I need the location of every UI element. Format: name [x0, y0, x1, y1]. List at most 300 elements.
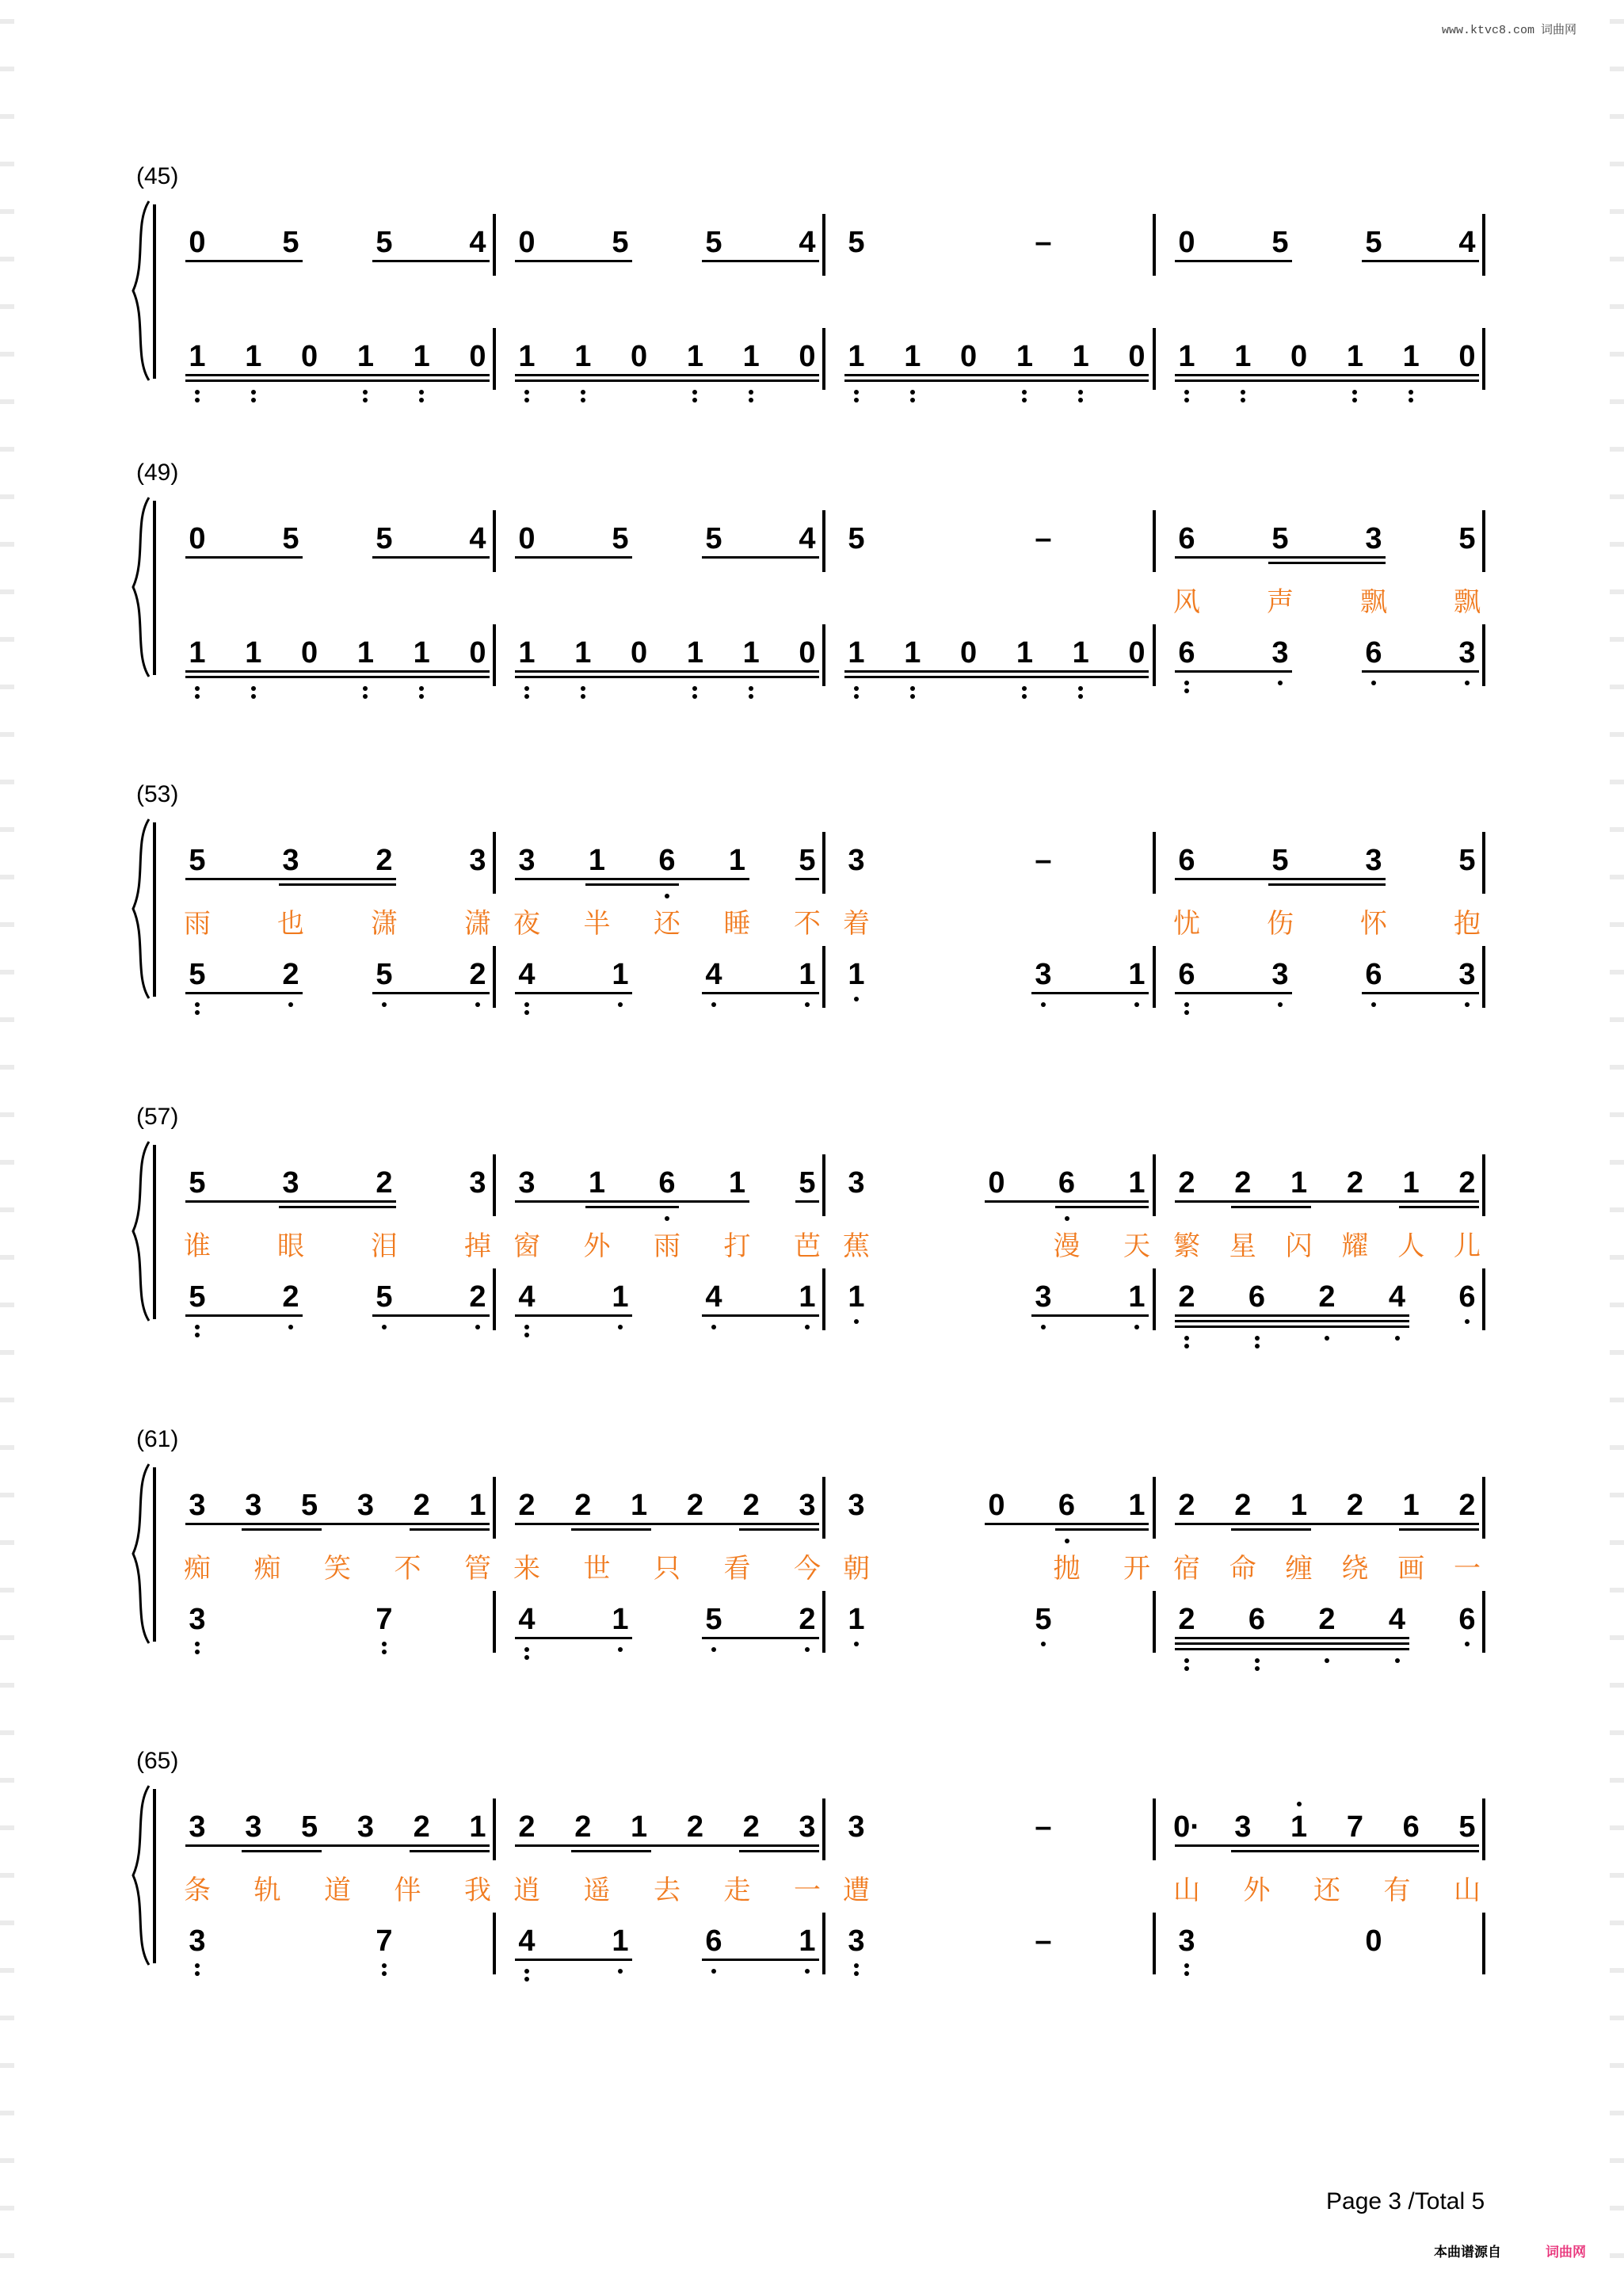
low-octave-dot [195, 686, 200, 691]
low-octave-dot [1371, 681, 1376, 685]
low-octave-dot [1255, 1658, 1260, 1663]
lyric-char: 夜 [513, 909, 540, 939]
low-octave-dot [618, 1647, 623, 1652]
measure-number: (53) [136, 781, 179, 807]
lyric-char: 一 [1454, 1554, 1481, 1584]
lyric-char: 宿 [1173, 1554, 1200, 1584]
melody-note: 0 [518, 226, 536, 259]
system-brace [130, 200, 154, 382]
low-octave-dot [805, 1002, 810, 1007]
low-octave-dot [1409, 398, 1413, 402]
melody-note: 1 [469, 1489, 486, 1522]
accompaniment-note: 1 [1016, 340, 1033, 373]
accompaniment-note: 6 [1248, 1603, 1266, 1636]
low-octave-dot [1065, 1539, 1069, 1543]
lyric-char: 来 [513, 1554, 540, 1584]
melody-note: 5 [799, 844, 816, 877]
low-octave-dot [1241, 390, 1245, 395]
low-octave-dot [854, 1963, 859, 1968]
melody-note: – [1035, 844, 1052, 877]
melody-note: 5 [1458, 1810, 1476, 1844]
melody-note: 3 [1365, 844, 1382, 877]
melody-note: 3 [245, 1810, 262, 1844]
low-octave-dot [1184, 398, 1189, 402]
melody-note: 2 [1458, 1166, 1476, 1200]
lyric-char: 痴 [254, 1554, 281, 1584]
beam-line [1175, 1314, 1409, 1317]
melody-note: 5 [705, 522, 722, 555]
accompaniment-note: 7 [376, 1924, 393, 1958]
high-octave-dot [1297, 1802, 1302, 1806]
melody-note: 2 [742, 1489, 760, 1522]
accompaniment-note: 3 [1035, 958, 1052, 991]
lyric-char: 还 [654, 909, 680, 939]
beam-line [571, 1528, 651, 1531]
accompaniment-note: 1 [518, 636, 536, 669]
low-octave-dot [382, 1002, 387, 1007]
accompaniment-note: 2 [282, 1280, 299, 1314]
beam-line [1055, 1528, 1149, 1531]
beam-line [702, 1314, 819, 1317]
low-octave-dot [251, 398, 256, 402]
lyric-char: 潇 [464, 909, 491, 939]
score-system [0, 163, 1624, 448]
score-system [0, 781, 1624, 1066]
melody-note: 5 [1365, 226, 1382, 259]
accompaniment-note: 0 [1365, 1924, 1382, 1958]
lyric-char: 抛 [1053, 1554, 1081, 1584]
lyric-char: 半 [583, 909, 611, 939]
beam-line [515, 1959, 632, 1961]
accompaniment-note: 1 [245, 340, 262, 373]
melody-note: 3 [356, 1489, 374, 1522]
low-octave-dot [692, 686, 697, 691]
low-octave-dot [1184, 688, 1189, 693]
melody-note: 1 [1128, 1166, 1146, 1200]
low-octave-dot [692, 390, 697, 395]
beam-line [185, 992, 303, 994]
beam-line [242, 1528, 322, 1531]
lyric-char: 耀 [1341, 1231, 1369, 1261]
lyric-char: 儿 [1454, 1231, 1481, 1261]
low-octave-dot [524, 1325, 529, 1329]
melody-note: 5 [612, 522, 629, 555]
beam-line [844, 374, 1149, 376]
melody-note: 4 [469, 522, 486, 555]
barline [1153, 832, 1156, 894]
beam-line [1175, 1320, 1409, 1322]
melody-note: 3 [282, 1166, 299, 1200]
accompaniment-note: 0 [301, 636, 318, 669]
melody-note: 1 [1290, 1810, 1308, 1844]
low-octave-dot [1065, 1216, 1069, 1221]
lyric-char: 繁 [1173, 1231, 1200, 1261]
beam-line [1268, 562, 1386, 564]
melody-note: 5 [799, 1166, 816, 1200]
accompaniment-note: 1 [356, 636, 374, 669]
lyric-char: 命 [1229, 1554, 1256, 1584]
low-octave-dot [910, 390, 915, 395]
melody-note: 3 [469, 844, 486, 877]
melody-note: 5 [1271, 226, 1289, 259]
melody-note: 1 [728, 1166, 746, 1200]
lyric-char: 山 [1173, 1875, 1200, 1905]
barline [1153, 1591, 1156, 1653]
melody-note: 0 [189, 226, 206, 259]
accompaniment-note: 5 [705, 1603, 722, 1636]
low-octave-dot [288, 1002, 293, 1007]
beam-line [985, 1523, 1149, 1525]
low-octave-dot [195, 1963, 200, 1968]
accompaniment-note: 1 [1402, 340, 1420, 373]
beam-line [1175, 556, 1386, 559]
low-octave-dot [382, 1650, 387, 1654]
low-octave-dot [475, 1002, 480, 1007]
lyric-char: 道 [324, 1875, 351, 1905]
low-octave-dot [195, 1002, 200, 1007]
melody-note: 5 [376, 226, 393, 259]
melody-note: 0 [518, 522, 536, 555]
lyric-char: 抱 [1454, 909, 1481, 939]
low-octave-dot [419, 398, 424, 402]
beam-line [515, 260, 632, 262]
low-octave-dot [475, 1325, 480, 1329]
beam-line [185, 1523, 490, 1525]
low-octave-dot [854, 1971, 859, 1976]
low-octave-dot [1184, 1971, 1189, 1976]
beam-line [515, 1314, 632, 1317]
accompaniment-note: 1 [848, 636, 865, 669]
low-octave-dot [1395, 1336, 1400, 1341]
low-octave-dot [1255, 1666, 1260, 1671]
beam-line [1175, 992, 1292, 994]
beam-line [844, 380, 1149, 382]
low-octave-dot [1184, 1010, 1189, 1015]
accompaniment-note: 7 [376, 1603, 393, 1636]
beam-line [1362, 260, 1479, 262]
lyric-char: 有 [1383, 1875, 1411, 1905]
accompaniment-note: 1 [413, 636, 430, 669]
beam-line [702, 1959, 819, 1961]
melody-note: 0 [988, 1166, 1005, 1200]
low-octave-dot [618, 1002, 623, 1007]
low-octave-dot [195, 1325, 200, 1329]
low-octave-dot [363, 390, 368, 395]
beam-line [739, 1850, 819, 1852]
beam-line [515, 1844, 819, 1847]
low-octave-dot [854, 1642, 859, 1646]
beam-line [1175, 1200, 1479, 1203]
low-octave-dot [1255, 1336, 1260, 1341]
melody-note: 2 [376, 844, 393, 877]
low-octave-dot [1078, 398, 1083, 402]
beam-line [185, 380, 490, 382]
beam-line [515, 374, 819, 376]
beam-line [1031, 992, 1149, 994]
melody-note: 3 [245, 1489, 262, 1522]
beam-line [185, 676, 490, 678]
melody-note: 2 [574, 1810, 592, 1844]
low-octave-dot [1352, 390, 1357, 395]
melody-note: 5 [189, 1166, 206, 1200]
lyric-char: 外 [583, 1231, 611, 1261]
beam-line [1399, 1528, 1479, 1531]
low-octave-dot [1041, 1002, 1046, 1007]
low-octave-dot [1184, 1336, 1189, 1341]
lyric-char: 世 [583, 1554, 611, 1584]
low-octave-dot [618, 1325, 623, 1329]
lyric-char: 山 [1454, 1875, 1481, 1905]
accompaniment-note: 1 [848, 1280, 865, 1314]
lyric-char: 怀 [1360, 909, 1387, 939]
beam-line [1031, 1314, 1149, 1317]
low-octave-dot [910, 694, 915, 699]
melody-note: 4 [1458, 226, 1476, 259]
system-line [153, 1789, 156, 1963]
melody-note: 5 [1458, 522, 1476, 555]
lyric-char: 着 [843, 909, 870, 939]
melody-note: 1 [469, 1810, 486, 1844]
site-url[interactable]: www.ktvc8.com [1441, 24, 1534, 37]
lyric-char: 缠 [1285, 1554, 1313, 1584]
low-octave-dot [1278, 681, 1283, 685]
accompaniment-note: 3 [848, 1924, 865, 1958]
lyric-char: 蕉 [843, 1231, 870, 1261]
melody-note: 2 [1346, 1166, 1363, 1200]
accompaniment-note: 0 [1128, 340, 1146, 373]
melody-note: 1 [1402, 1166, 1420, 1200]
low-octave-dot [251, 694, 256, 699]
beam-line [571, 1850, 651, 1852]
low-octave-dot [692, 398, 697, 402]
accompaniment-note: 4 [1388, 1603, 1406, 1636]
system-brace [130, 1784, 154, 1966]
accompaniment-note: 0 [469, 340, 486, 373]
low-octave-dot [251, 390, 256, 395]
beam-line [1231, 1206, 1311, 1208]
system-brace [130, 1140, 154, 1322]
melody-note: 5 [1271, 844, 1289, 877]
melody-note: 1 [588, 844, 606, 877]
lyric-char: 开 [1123, 1554, 1150, 1584]
low-octave-dot [692, 694, 697, 699]
melody-note: 2 [1178, 1166, 1195, 1200]
measure-number: (49) [136, 460, 179, 486]
beam-line [410, 1850, 490, 1852]
low-octave-dot [749, 694, 753, 699]
melody-note: 1 [631, 1810, 648, 1844]
low-octave-dot [1278, 1002, 1283, 1007]
accompaniment-note: 1 [612, 1603, 629, 1636]
accompaniment-note: 1 [686, 340, 703, 373]
accompaniment-note: 4 [518, 1924, 536, 1958]
accompaniment-note: 0 [960, 636, 978, 669]
low-octave-dot [1241, 398, 1245, 402]
melody-note: 2 [518, 1810, 536, 1844]
lyric-char: 今 [794, 1554, 821, 1584]
lyric-char: 绕 [1341, 1554, 1369, 1584]
melody-note: 5 [376, 522, 393, 555]
credit-brand[interactable]: 词曲网 [1546, 2245, 1586, 2260]
accompaniment-note: 0 [1290, 340, 1308, 373]
accompaniment-note: 6 [1178, 958, 1195, 991]
system-line [153, 501, 156, 675]
low-octave-dot [711, 1969, 716, 1974]
lyric-char: 眼 [277, 1231, 304, 1261]
low-octave-dot [854, 398, 859, 402]
accompaniment-note: 1 [848, 340, 865, 373]
accompaniment-note: 1 [742, 340, 760, 373]
barline [1153, 1913, 1156, 1974]
accompaniment-note: 2 [1178, 1603, 1195, 1636]
lyric-char: 逍 [513, 1875, 540, 1905]
melody-note: 6 [1402, 1810, 1420, 1844]
beam-line [1175, 374, 1479, 376]
accompaniment-note: 1 [189, 340, 206, 373]
beam-line [585, 883, 680, 886]
melody-note: 3 [848, 1489, 865, 1522]
accompaniment-note: 3 [189, 1603, 206, 1636]
melody-note: 6 [1058, 1166, 1076, 1200]
accompaniment-note: 4 [518, 1280, 536, 1314]
accompaniment-note: 1 [904, 340, 921, 373]
low-octave-dot [854, 686, 859, 691]
low-octave-dot [1022, 390, 1027, 395]
accompaniment-note: 4 [518, 1603, 536, 1636]
lyric-char: 雨 [184, 909, 211, 939]
low-octave-dot [419, 686, 424, 691]
melody-note: 2 [574, 1489, 592, 1522]
beam-line [279, 883, 396, 886]
lyric-char: 飘 [1454, 587, 1481, 617]
beam-line [1362, 992, 1479, 994]
low-octave-dot [195, 390, 200, 395]
lyric-char: 只 [654, 1554, 680, 1584]
low-octave-dot [711, 1325, 716, 1329]
melody-note: 0 [189, 522, 206, 555]
lyric-char: 雨 [654, 1231, 680, 1261]
accompaniment-note: 1 [574, 636, 592, 669]
melody-note: 2 [1178, 1489, 1195, 1522]
beam-line [410, 1528, 490, 1531]
accompaniment-note: 3 [1458, 958, 1476, 991]
accompaniment-note: 1 [686, 636, 703, 669]
melody-note: 3 [356, 1810, 374, 1844]
melody-note: 5 [612, 226, 629, 259]
measure-number: (61) [136, 1426, 179, 1452]
beam-line [515, 1637, 632, 1639]
lyric-char: 忧 [1173, 909, 1200, 939]
low-octave-dot [524, 694, 529, 699]
accompaniment-note: 1 [1072, 636, 1089, 669]
low-octave-dot [1465, 1319, 1470, 1324]
beam-line [1175, 878, 1386, 880]
beam-line [515, 676, 819, 678]
low-octave-dot [524, 1002, 529, 1007]
beam-line [844, 676, 1149, 678]
lyric-char: 潇 [371, 909, 398, 939]
melody-note: 5 [189, 844, 206, 877]
low-octave-dot [1078, 390, 1083, 395]
lyric-char: 轨 [254, 1875, 281, 1905]
melody-note: 6 [658, 844, 676, 877]
lyric-char: 遭 [843, 1875, 870, 1905]
low-octave-dot [910, 686, 915, 691]
low-octave-dot [251, 686, 256, 691]
accompaniment-note: 1 [799, 958, 816, 991]
barline [1482, 1913, 1485, 1974]
low-octave-dot [1465, 681, 1470, 685]
beam-line [279, 1206, 396, 1208]
beam-line [702, 260, 819, 262]
accompaniment-note: 5 [376, 1280, 393, 1314]
low-octave-dot [382, 1642, 387, 1646]
accompaniment-note: 1 [799, 1280, 816, 1314]
beam-line [515, 1523, 819, 1525]
accompaniment-note: 2 [469, 958, 486, 991]
low-octave-dot [524, 1333, 529, 1337]
accompaniment-note: 1 [1346, 340, 1363, 373]
low-octave-dot [1041, 1325, 1046, 1329]
melody-note: 3 [848, 1166, 865, 1200]
low-octave-dot [1134, 1002, 1139, 1007]
low-octave-dot [363, 686, 368, 691]
accompaniment-note: 2 [469, 1280, 486, 1314]
melody-note: 7 [1346, 1810, 1363, 1844]
accompaniment-note: 1 [574, 340, 592, 373]
beam-line [185, 1314, 303, 1317]
beam-line [1399, 1206, 1479, 1208]
melody-note: 5 [848, 226, 865, 259]
low-octave-dot [1465, 1002, 1470, 1007]
melody-note: 1 [631, 1489, 648, 1522]
accompaniment-note: 3 [1178, 1924, 1195, 1958]
accompaniment-note: 4 [705, 1280, 722, 1314]
melody-note: 0 [1178, 226, 1195, 259]
melody-note: 1 [728, 844, 746, 877]
accompaniment-note: 1 [742, 636, 760, 669]
low-octave-dot [382, 1971, 387, 1976]
low-octave-dot [618, 1969, 623, 1974]
accompaniment-note: 2 [282, 958, 299, 991]
beam-line [702, 992, 819, 994]
melody-note: 3 [469, 1166, 486, 1200]
accompaniment-note: 6 [1365, 636, 1382, 669]
lyric-char: 外 [1243, 1875, 1271, 1905]
lyric-char: 我 [464, 1875, 491, 1905]
beam-line [1231, 1528, 1311, 1531]
beam-line [515, 670, 819, 673]
lyric-char: 笑 [324, 1554, 351, 1584]
accompaniment-note: 1 [1234, 340, 1252, 373]
low-octave-dot [195, 1010, 200, 1015]
beam-line [1175, 260, 1292, 262]
melody-note: 3 [848, 844, 865, 877]
beam-line [185, 556, 303, 559]
beam-line [242, 1850, 322, 1852]
lyric-char: 遥 [583, 1875, 611, 1905]
beam-line [1175, 1523, 1479, 1525]
low-octave-dot [749, 398, 753, 402]
low-octave-dot [910, 398, 915, 402]
melody-note: 2 [1234, 1489, 1252, 1522]
beam-line [985, 1200, 1149, 1203]
accompaniment-note: – [1035, 1924, 1052, 1958]
beam-line [372, 260, 490, 262]
melody-note: 2 [1346, 1489, 1363, 1522]
melody-note: 6 [658, 1166, 676, 1200]
beam-line [515, 556, 632, 559]
